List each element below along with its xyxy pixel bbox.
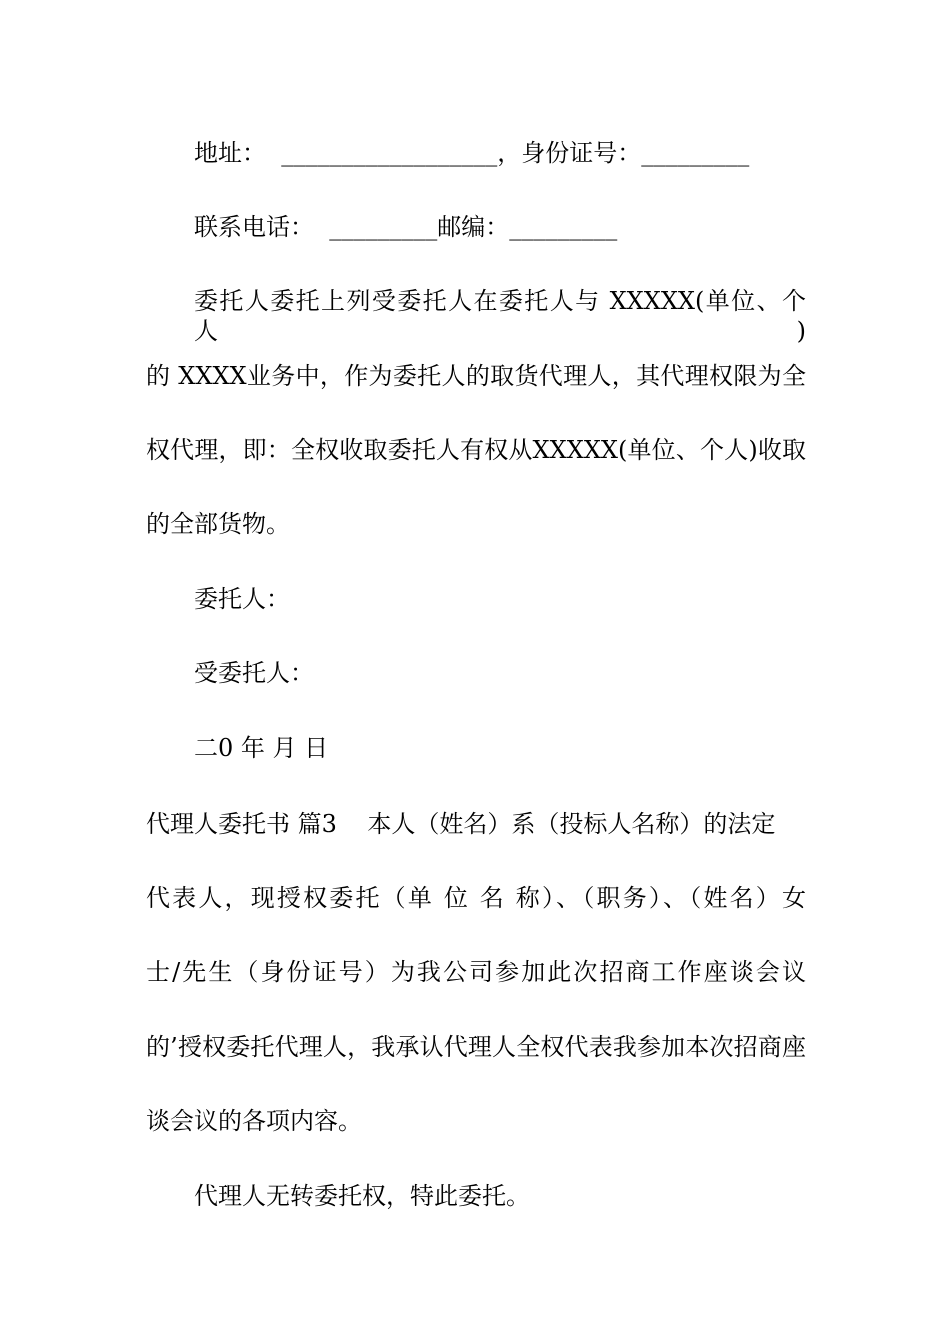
address-id-line: 地址： __________________，身份证号：_________ — [194, 139, 750, 167]
agent-label: 受委托人： — [194, 659, 314, 687]
closing-line: 代理人无转委托权，特此委托。 — [194, 1182, 530, 1210]
principal-label: 委托人： — [194, 585, 290, 613]
paragraph-line: 的 XXXX业务中，作为委托人的取货代理人，其代理权限为全 — [146, 362, 806, 390]
paragraph-line: 的全部货物。 — [146, 510, 290, 538]
date-line: 二0 年 月 日 — [194, 734, 329, 762]
paragraph-line: 的’授权委托代理人，我承认代理人全权代表我参加本次招商座 — [146, 1033, 806, 1061]
paragraph-line: 谈会议的各项内容。 — [146, 1107, 362, 1135]
paragraph-line: 士/先生（身份证号）为我公司参加此次招商工作座谈会议 — [146, 958, 806, 986]
paragraph-line: 委托人委托上列受委托人在委托人与 XXXXX(单位、个人) — [194, 287, 806, 345]
phone-postcode-line: 联系电话： _________邮编：_________ — [194, 213, 618, 241]
section-heading-line: 代理人委托书 篇3 本人（姓名）系（投标人名称）的法定 — [146, 810, 776, 838]
paragraph-line: 权代理，即：全权收取委托人有权从XXXXX(单位、个人)收取 — [146, 436, 806, 464]
paragraph-line: 代表人，现授权委托（单 位 名 称）、（职务）、（姓名）女 — [146, 884, 806, 912]
